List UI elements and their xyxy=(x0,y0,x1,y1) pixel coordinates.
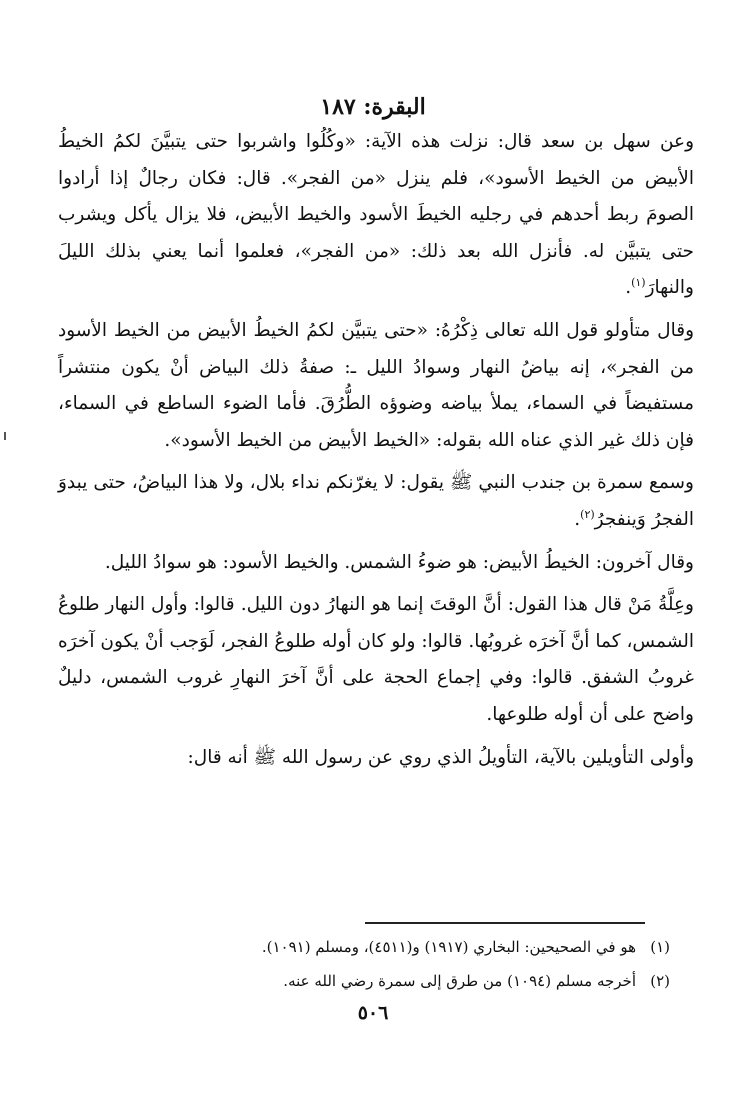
footnote-text: هو في الصحيحين: البخاري (١٩١٧) و(٤٥١١)، ومسلم (١٠٩١). xyxy=(261,938,636,956)
paragraph-text: وقال متأولو قول الله تعالى ذِكْرُهُ: «حتى يتبيَّن لكمُ الخيطُ الأبيض من الخيط الأسود من الفجر»، إنه بياضُ النهار وسوادُ الليل ـ: صفةُ ذلك البياض أنْ يكون منتشراً مستفيضاً في السماء، يملأ بياضه وضوؤه الطُّرُقَ. فأما الضوء الساطع في السماء، فإن ذلك غير الذي عناه الله بقوله: «الخيط الأبيض من الخيط الأسود». xyxy=(58,319,694,451)
paragraph-text: وقال آخرون: الخيطُ الأبيض: هو ضوءُ الشمس. والخيط الأسود: هو سوادُ الليل. xyxy=(104,551,694,573)
paragraph-4 xyxy=(58,545,694,582)
paragraph-6 xyxy=(58,740,694,777)
paragraph-1 xyxy=(58,124,694,307)
paragraph-text: وعِلَّةُ مَنْ قال هذا القول: أنَّ الوقتَ إنما هو النهارُ دون الليل. قالوا: وأول النهار طلوعُ الشمس، كما أنَّ آخرَه غروبُها. قالوا: ولو كان أوله طلوعُ الفجر، لَوَجب أنْ يكون آخرَه غروبُ الشفق. قالوا: وفي إجماع الحجة على أنَّ آخرَ النهارِ غروب الشمس، دليلٌ واضح على أن أوله طلوعها. xyxy=(58,594,694,725)
footnote-text: أخرجه مسلم (١٠٩٤) من طرق إلى سمرة رضي الله عنه. xyxy=(283,972,636,990)
footnote-reference[interactable]: (١) xyxy=(631,276,646,290)
paragraph-5 xyxy=(58,587,694,733)
page-number xyxy=(0,1002,746,1024)
paragraph-3 xyxy=(58,465,694,538)
footnote-number: (٢) xyxy=(650,972,670,990)
footnote-separator xyxy=(365,922,645,924)
margin-mark xyxy=(4,432,6,440)
paragraph-2 xyxy=(58,313,694,459)
paragraph-tail: . xyxy=(574,508,581,530)
footnote-number: (١) xyxy=(650,938,670,956)
paragraph-tail: . xyxy=(625,277,632,299)
footnote-1 xyxy=(80,930,670,964)
running-title: البقرة: ١٨٧ xyxy=(320,94,426,120)
paragraph-text: وأولى التأويلين بالآية، التأويلُ الذي روي عن رسول الله ﷺ أنه قال: xyxy=(187,746,694,768)
footnote-2 xyxy=(80,964,670,998)
footnotes xyxy=(80,930,670,998)
main-text xyxy=(58,124,694,782)
paragraph-text: وعن سهل بن سعد قال: نزلت هذه الآية: «وكُلُوا واشربوا حتى يتبيَّنَ لكمُ الخيطُ الأبيض من الخيط الأسود»، فلم ينزل «من الفجر». قال: فكان رجالٌ إذا أرادوا الصومَ ربط أحدهم في رجليه الخيطَ الأسود والخيط الأبيض، فلا يزال يأكل ويشرب حتى يتبيَّن له. فأنزل الله بعد ذلك: «من الفجر»، فعلموا أنما يعني بذلك الليلَ والنهارَ xyxy=(58,131,694,299)
page-number-text: ٥٠٦ xyxy=(357,1002,389,1024)
footnote-reference[interactable]: (٢) xyxy=(580,507,595,521)
paragraph-text: وسمع سمرة بن جندب النبي ﷺ يقول: لا يغرّنكم نداء بلال، ولا هذا البياضُ، حتى يبدوَ الفجرُ وَينفجرُ xyxy=(58,472,694,530)
running-header xyxy=(0,92,746,122)
